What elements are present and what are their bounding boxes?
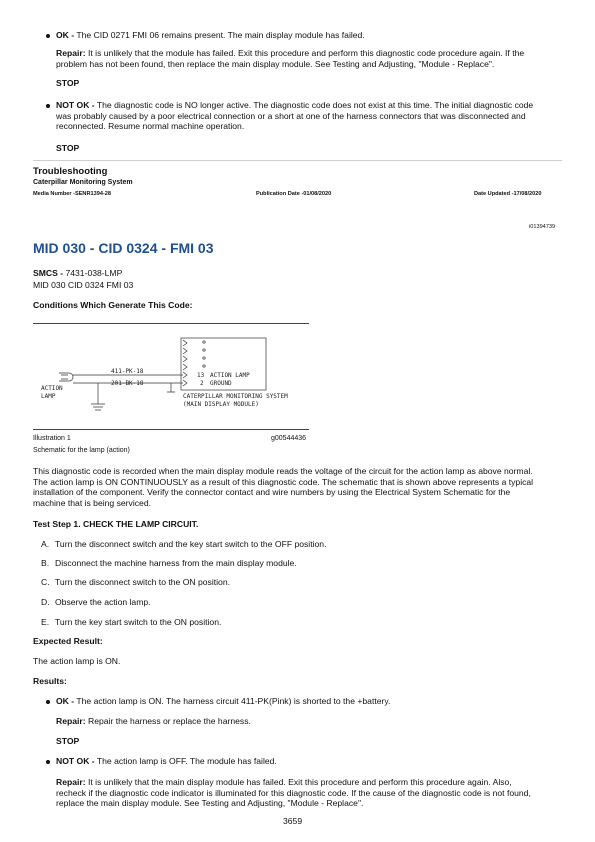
pin-number: 2 xyxy=(200,380,204,387)
smcs-description: MID 030 CID 0324 FMI 03 xyxy=(33,280,134,290)
publication-date: Publication Date -01/08/2020 xyxy=(256,191,332,197)
page-number: 3659 xyxy=(283,816,303,826)
stop-label: STOP xyxy=(56,78,80,88)
section-heading: Troubleshooting xyxy=(33,166,108,177)
not-ok-repair: Repair: It is unlikely that the main display module has failed. Exit this procedure and perform this procedure again. Also, recheck if the diagnostic code indicator is illuminated for this diagnostic code. If the cause of the diagnostic code is not found, replace the main display module. See Testing and Adjusting, "Module - Replace". xyxy=(56,777,531,809)
step-item: B. Disconnect the machine harness from the main display module. xyxy=(41,558,297,568)
illustration-number: Illustration 1 xyxy=(33,435,71,442)
page-title: MID 030 - CID 0324 - FMI 03 xyxy=(33,240,214,256)
stop-label: STOP xyxy=(56,143,80,153)
step-item: E. Turn the key start switch to the ON position. xyxy=(41,617,222,627)
figure-caption: Schematic for the lamp (action) xyxy=(33,447,130,454)
module-label: (MAIN DISPLAY MODULE) xyxy=(183,401,259,408)
module-label: CATERPILLAR MONITORING SYSTEM xyxy=(183,393,288,400)
smcs-code: SMCS - 7431-038-LMP xyxy=(33,268,123,278)
pin-label: GROUND xyxy=(210,380,232,387)
ok-repair: Repair: Repair the harness or replace the harness. xyxy=(56,716,251,726)
step-item: C. Turn the disconnect switch to the ON position. xyxy=(41,577,230,587)
action-lamp-symbol xyxy=(59,373,73,381)
not-ok-result: NOT OK - The action lamp is OFF. The module has failed. xyxy=(56,756,277,766)
lamp-schematic xyxy=(33,328,313,426)
graphic-id: g00544436 xyxy=(271,435,307,442)
lamp-label: ACTION xyxy=(41,385,63,392)
pin-number: 13 xyxy=(197,372,205,379)
bullet xyxy=(46,34,50,38)
ok-repair: Repair: It is unlikely that the module has failed. Exit this procedure and perform this diagnostic code procedure again. If the problem has not been found, then replace the main display module. See Testing and Adjusting, "Module - Replace". xyxy=(56,48,525,69)
wire-label-411: 411-PK-18 xyxy=(111,368,144,375)
figure-bottom-rule xyxy=(33,429,309,430)
expected-result-text: The action lamp is ON. xyxy=(33,656,121,666)
pin-label: ACTION LAMP xyxy=(210,372,250,379)
step-item: A. Turn the disconnect switch and the key start switch to the OFF position. xyxy=(41,539,327,549)
system-name: Caterpillar Monitoring System xyxy=(33,179,133,186)
conditions-heading: Conditions Which Generate This Code: xyxy=(33,300,193,310)
ok-result: OK - The action lamp is ON. The harness circuit 411-PK(Pink) is shorted to the +battery. xyxy=(56,696,391,706)
document-id: i01394739 xyxy=(529,224,556,230)
bullet xyxy=(46,760,50,764)
bullet xyxy=(46,104,50,108)
ground-symbol xyxy=(91,383,105,410)
not-ok-result: NOT OK - The diagnostic code is NO longer active. The diagnostic code does not exist at this time. The initial diagnostic code was probably caused by a poor electrical connection or a short at one of the harness connectors that was disconnected and reconnected. Resume normal machine operation. xyxy=(56,100,534,132)
expected-result-heading: Expected Result: xyxy=(33,636,103,646)
media-number: Media Number -SENR1394-28 xyxy=(33,191,112,197)
divider xyxy=(33,160,562,161)
bullet xyxy=(46,700,50,704)
date-updated: Date Updated -17/08/2020 xyxy=(474,191,542,197)
lamp-label: LAMP xyxy=(41,393,56,400)
results-heading: Results: xyxy=(33,676,67,686)
test-step-heading: Test Step 1. CHECK THE LAMP CIRCUIT. xyxy=(33,519,199,529)
description-paragraph: This diagnostic code is recorded when the main display module reads the voltage of the circuit for the action lamp as above normal. The action lamp is ON CONTINUOUSLY as a result of this diagnostic code. The schematic that is shown above represents a typical installation of the component. Verify the connector contact and wire numbers by using the Electrical System Schematic for the machine that is being serviced. xyxy=(33,466,534,509)
step-item: D. Observe the action lamp. xyxy=(41,597,151,607)
wire-label-201: 201-BK-18 xyxy=(111,380,144,387)
figure-top-rule xyxy=(33,323,309,324)
stop-label: STOP xyxy=(56,736,80,746)
ok-result: OK - The CID 0271 FMI 06 remains present. The main display module has failed. xyxy=(56,30,365,40)
